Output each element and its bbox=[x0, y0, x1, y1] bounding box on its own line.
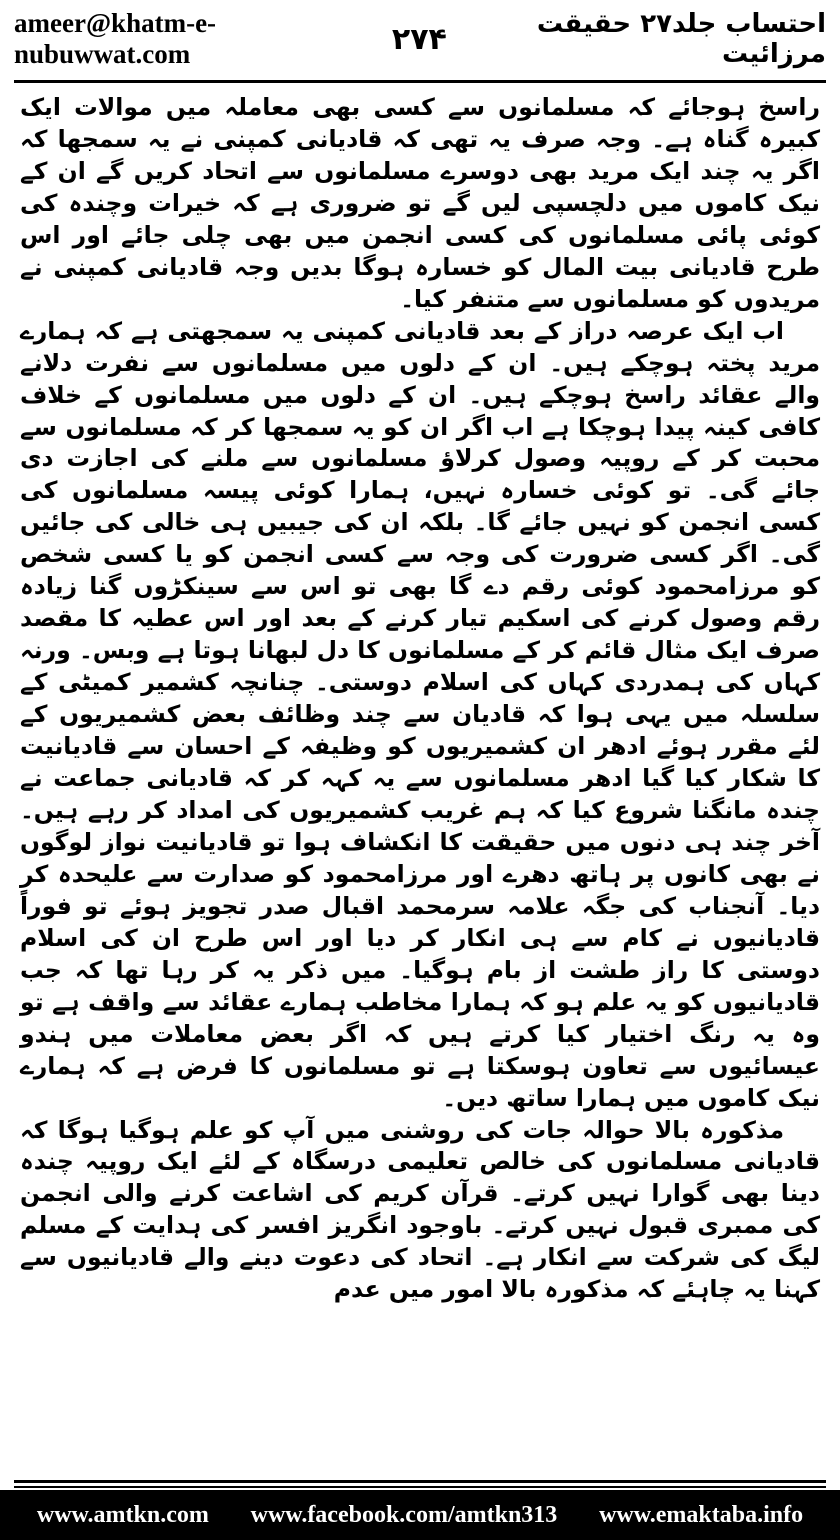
body-text bbox=[20, 92, 820, 1472]
footer-divider bbox=[14, 1480, 826, 1483]
header-divider bbox=[14, 80, 826, 83]
footer-link-amtkn[interactable]: www.amtkn.com bbox=[36, 1501, 209, 1528]
page-header bbox=[14, 0, 826, 78]
email-address[interactable]: ameer@khatm-e-nubuwwat.com bbox=[14, 8, 217, 69]
header-left bbox=[14, 8, 447, 70]
book-title: احتساب جلد۲۷ حقیقت مرزائیت bbox=[536, 9, 826, 69]
footer-link-emaktaba[interactable]: www.emaktaba.info bbox=[599, 1501, 804, 1528]
paragraph: اب ایک عرصہ دراز کے بعد قادیانی کمپنی یہ سمجھتی ہے کہ ہمارے مرید پختہ ہوچکے ہیں۔ ان کے دلوں میں مسلمانوں سے نفرت دلانے والے عقائد راسخ ہوچکے ہیں۔ ان کے دلوں میں مسلمانوں کے خلاف کافی کینہ پیدا ہوچکا ہے اب اگر ان کو یہ سمجھا کر کہ مسلمانوں سے محبت کر کے روپیہ وصول کرلاؤ مسلمانوں سے ملنے کی اجازت دی جائے گی۔ تو کوئی خسارہ نہیں، ہمارا کوئی پیسہ مسلمانوں کی کسی انجمن کو نہیں جائے گا۔ بلکہ ان کی جیبیں ہی خالی کی جائیں گی۔ اگر کسی ضرورت کی وجہ سے کسی انجمن کو یا کسی شخص کو مرزامحمود کوئی رقم دے گا بھی تو اس سے سینکڑوں گنا زیادہ رقم وصول کرنے کی اسکیم تیار کرنے کے بعد اور اس عطیہ کا مقصد صرف ایک مثال قائم کر کے مسلمانوں کا دل لبھانا ہوتا ہے وبس۔ ورنہ کہاں کی ہمدردی کہاں کی اسلام دوستی۔ چنانچہ کشمیر کمیٹی کے سلسلہ میں یہی ہوا کہ قادیان سے چند وظائف بعض کشمیریوں کے لئے مقرر ہوئے ادھر ان کشمیریوں کو وظیفہ کے احسان سے قادیانیت کا شکار کیا گیا ادھر مسلمانوں سے یہ کہہ کر کہ قادیانی جماعت نے چندہ مانگنا شروع کیا کہ ہم غریب کشمیریوں کی امداد کر رہے ہیں۔ آخر چند ہی دنوں میں حقیقت کا انکشاف ہوا تو قادیانیت نواز لوگوں نے بھی کانوں پر ہاتھ دھرے اور مرزامحمود کو صدارت سے علیحدہ کر دیا۔ آنجناب کی جگہ علامہ سرمحمد اقبال صدر تجویز ہوئے تو فوراً قادیانیوں نے کام سے ہی انکار کر دیا اور اس طرح ان کی اسلام دوستی کا راز طشت از بام ہوگیا۔ میں ذکر یہ کر رہا تھا کہ جب قادیانیوں کو یہ علم ہو کہ ہمارا مخاطب ہمارے عقائد سے واقف ہے تو وہ یہ رنگ اختیار کیا کرتے ہیں کہ اگر بعض معاملات میں ہندو عیسائیوں سے تعاون ہوسکتا ہے تو مسلمانوں کا فرض ہے کہ ہمارے نیک کاموں میں ہمارا ساتھ دیں۔ bbox=[20, 316, 820, 1112]
page-number: ۲۷۴ bbox=[391, 21, 447, 57]
paragraph: راسخ ہوجائے کہ مسلمانوں سے کسی بھی معاملہ میں موالات ایک کبیرہ گناہ ہے۔ وجہ صرف یہ تھی کہ قادیانی کمپنی نے یہ سمجھا کہ اگر یہ چند ایک مرید بھی دوسرے مسلمانوں سے اتحاد کریں گے ان کے نیک کاموں میں دلچسپی لیں گے تو ضروری ہے کہ خیرات وچندہ کی کوئی پائی مسلمانوں کی کسی انجمن میں بھی چلی جائے اور اس طرح قادیانی بیت المال کو خسارہ ہوگا بدیں وجہ قادیانی کمپنی نے مریدوں کو مسلمانوں سے متنفر کیا۔ bbox=[20, 93, 820, 313]
footer-divider-thin bbox=[14, 1486, 826, 1488]
paragraph: مذکورہ بالا حوالہ جات کی روشنی میں آپ کو علم ہوگیا ہوگا کہ قادیانی مسلمانوں کی خالص تعلیمی درسگاہ کے لئے ایک روپیہ چندہ دینا بھی گوارا نہیں کرتے۔ قرآن کریم کی اشاعت کرنے والی انجمن کی ممبری قبول نہیں کرتے۔ باوجود انگریز افسر کی ہدایت کے مسلم لیگ کی شرکت سے انکار ہے۔ اتحاد کی دعوت دینے والے قادیانیوں سے کہنا یہ چاہئے کہ مذکورہ بالا امور میں عدم bbox=[20, 1115, 820, 1304]
footer-link-facebook[interactable]: www.facebook.com/amtkn313 bbox=[250, 1501, 558, 1528]
page-footer bbox=[0, 1490, 840, 1540]
